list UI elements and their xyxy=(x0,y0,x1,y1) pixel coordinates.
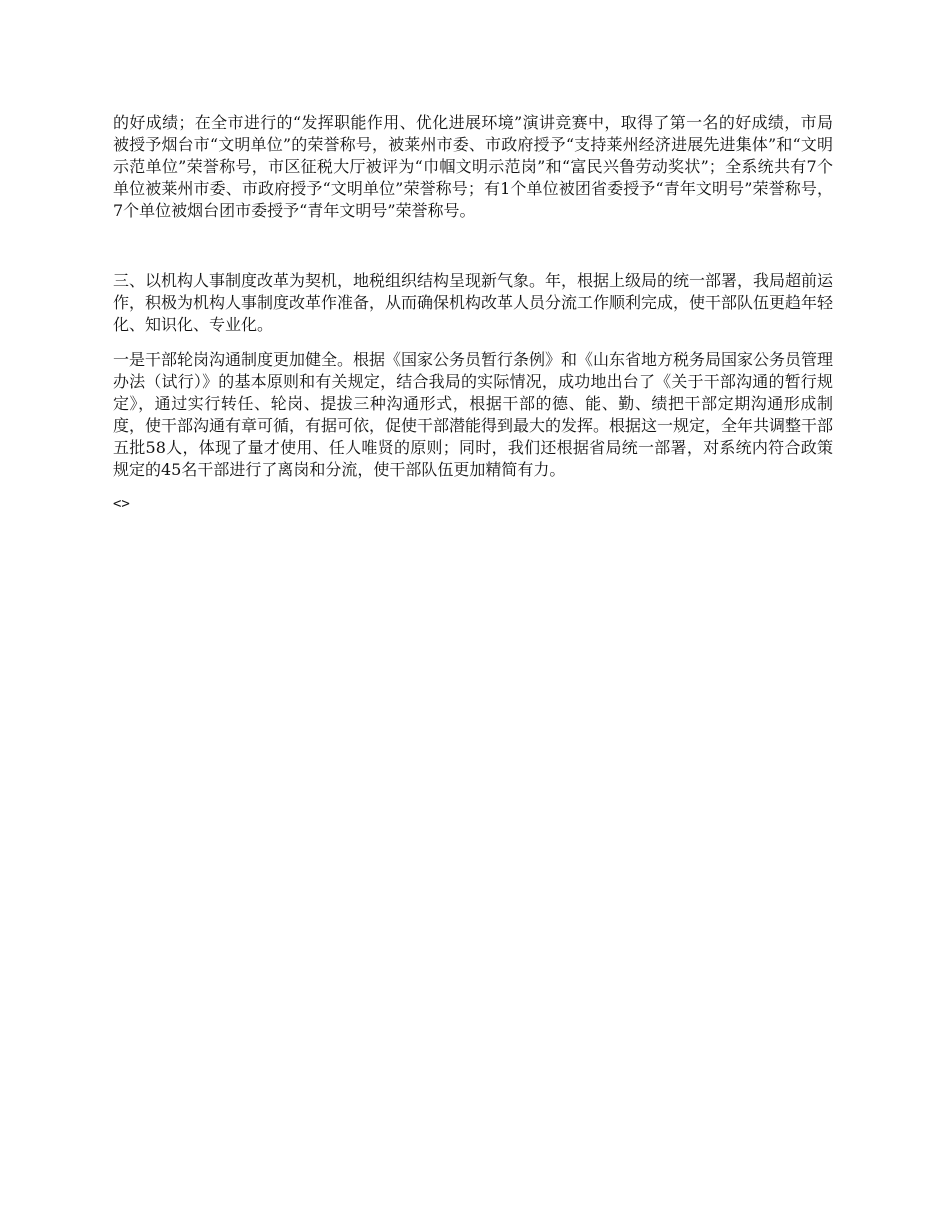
paragraph-section-three-heading: 三、以机构人事制度改革为契机，地税组织结构呈现新气象。年，根据上级局的统一部署，我局超前运作，积极为机构人事制度改革作准备，从而确保机构改革人员分流工作顺利完成，使干部队伍更趋年轻化、知识化、专业化。 xyxy=(113,271,834,334)
document-page xyxy=(113,112,833,514)
paragraph-cadre-rotation: 一是干部轮岗沟通制度更加健全。根据《国家公务员暂行条例》和《山东省地方税务局国家公务员管理办法（试行）》的基本原则和有关规定，结合我局的实际情况，成功地出台了《关于干部沟通的暂行规定》，通过实行转任、轮岗、提拔三种沟通形式，根据干部的德、能、勤、绩把干部定期沟通形成制度，使干部沟通有章可循，有据可依，促使干部潜能得到最大的发挥。根据这一规定，全年共调整干部五批58人，体现了量才使用、任人唯贤的原则；同时，我们还根据省局统一部署，对系统内符合政策规定的45名干部进行了离岗和分流，使干部队伍更加精简有力。 xyxy=(113,350,834,479)
trailing-mark: <> xyxy=(113,496,130,512)
paragraph-honors: 的好成绩；在全市进行的“发挥职能作用、优化进展环境”演讲竞赛中，取得了第一名的好成绩，市局被授予烟台市“文明单位”的荣誉称号，被莱州市委、市政府授予“支持莱州经济进展先进集体”和“文明示范单位”荣誉称号，市区征税大厅被评为“巾帼文明示范岗”和“富民兴鲁劳动奖状”；全系统共有7个单位被莱州市委、市政府授予“文明单位”荣誉称号；有1个单位被团省委授予“青年文明号”荣誉称号，7个单位被烟台团市委授予“青年文明号”荣誉称号。 xyxy=(113,113,833,220)
